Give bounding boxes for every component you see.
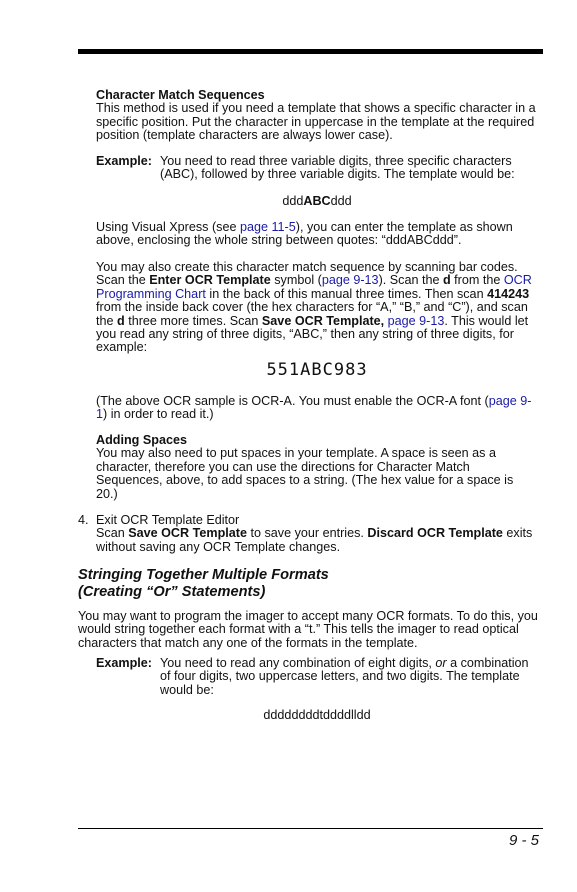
visual-xpress-paragraph xyxy=(96,221,538,248)
template-example xyxy=(96,195,538,208)
scan-text-9: in the back of this manual three times. Then scan xyxy=(205,286,488,301)
header-rule xyxy=(78,49,543,54)
scan-text-7: from the xyxy=(450,273,504,288)
step-text-e: exits without saving any OCR Template changes. xyxy=(96,526,533,554)
stringing-paragraph: You may want to program the imager to accept many OCR formats. To do this, you would string together each format with a “t.” This tells the imager to read optical characters that match any one of the formats in the template. xyxy=(78,609,538,650)
scan-text-save-template: Save OCR Template, xyxy=(261,313,385,328)
ocr-a-note xyxy=(96,395,538,422)
example-text-2 xyxy=(160,657,540,697)
link-page-11-5[interactable]: page 11-5 xyxy=(239,220,296,234)
step-number: 4. xyxy=(78,513,89,527)
adding-spaces-section xyxy=(96,434,538,501)
example-label-2: Example: xyxy=(96,656,152,670)
scan-text-d: d xyxy=(442,273,451,288)
ex2-text-a: You need to read any combination of eight digits, xyxy=(160,656,436,670)
char-match-section xyxy=(96,89,538,143)
scan-text-enter-template: Enter OCR Template xyxy=(149,273,271,288)
scan-text-17: . This would let you read any string of three digits, “ABC,” then any string of three digits, for example: xyxy=(96,313,529,355)
footer-rule xyxy=(78,828,543,829)
scan-text-d-2: d xyxy=(117,313,125,328)
section-heading xyxy=(78,567,538,601)
scan-text-1: You may also create this character match sequence by scanning bar codes. Scan the xyxy=(96,260,518,288)
ocr-sample: 551ABC983 xyxy=(266,360,368,380)
template-example-2: ddddddddtddddlldd xyxy=(263,708,371,722)
vx-text-b: ), you can enter the template as shown above, enclosing the whole string between quotes: “dddABCddd”. xyxy=(96,220,513,248)
step-text-c: to save your entries. xyxy=(246,526,368,541)
ocra-text-b: ) in order to read it.) xyxy=(103,407,214,422)
step-4 xyxy=(96,514,538,554)
scan-paragraph xyxy=(96,261,538,355)
ocra-text-a: (The above OCR sample is OCR-A. You must enable the OCR-A font ( xyxy=(96,394,489,408)
example-label: Example: xyxy=(96,154,152,168)
scan-text-11: from the inside back cover (the hex characters for “A,” “B,” and “C”), and scan the xyxy=(96,300,528,328)
step-text-a: Scan xyxy=(96,526,129,541)
step-discard-template: Discard OCR Template xyxy=(367,526,503,541)
ex2-or: or xyxy=(435,656,447,670)
template-prefix: ddd xyxy=(282,194,304,208)
link-page-9-13-b[interactable]: page 9-13 xyxy=(387,313,445,328)
ex2-text-b: a combination of four digits, two uppercase letters, and two digits. The template would be: xyxy=(160,656,529,697)
link-ocr-programming-chart[interactable]: OCR Programming Chart xyxy=(96,273,532,301)
page-number: 9 - 5 xyxy=(508,832,539,849)
section-heading-line2: (Creating “Or” Statements) xyxy=(78,584,266,600)
step-save-template: Save OCR Template xyxy=(128,526,247,541)
char-match-title: Character Match Sequences xyxy=(96,88,265,102)
step-4-title: Exit OCR Template Editor xyxy=(96,513,240,527)
char-match-paragraph: This method is used if you need a template that shows a specific character in a specific position. Put the character in uppercase in the template at the required position (template characters are always lower case). xyxy=(96,101,536,143)
link-page-9-1[interactable]: page 9-1 xyxy=(96,394,532,422)
adding-spaces-title: Adding Spaces xyxy=(96,433,187,447)
scan-text-5: ). Scan the xyxy=(378,273,443,288)
link-page-9-13[interactable]: page 9-13 xyxy=(321,273,379,288)
scan-text-13: three more times. Scan xyxy=(124,313,262,328)
scan-text-3: symbol ( xyxy=(270,273,322,288)
section-heading-line1: Stringing Together Multiple Formats xyxy=(78,567,329,583)
template-suffix: ddd xyxy=(330,194,352,208)
vx-text-a: Using Visual Xpress (see xyxy=(96,220,240,234)
scan-text-hex: 414243 xyxy=(487,286,530,301)
step-4-text xyxy=(96,527,538,554)
adding-spaces-text: You may also need to put spaces in your template. A space is seen as a character, therefore you can use the directions for Character Match Sequences, above, to add spaces to a string. (The hex value for a space is 20.) xyxy=(96,446,514,501)
template-bold: ABC xyxy=(303,194,331,208)
example-text: You need to read three variable digits, three specific characters (ABC), followed by three variable digits. The template would be: xyxy=(160,154,515,182)
